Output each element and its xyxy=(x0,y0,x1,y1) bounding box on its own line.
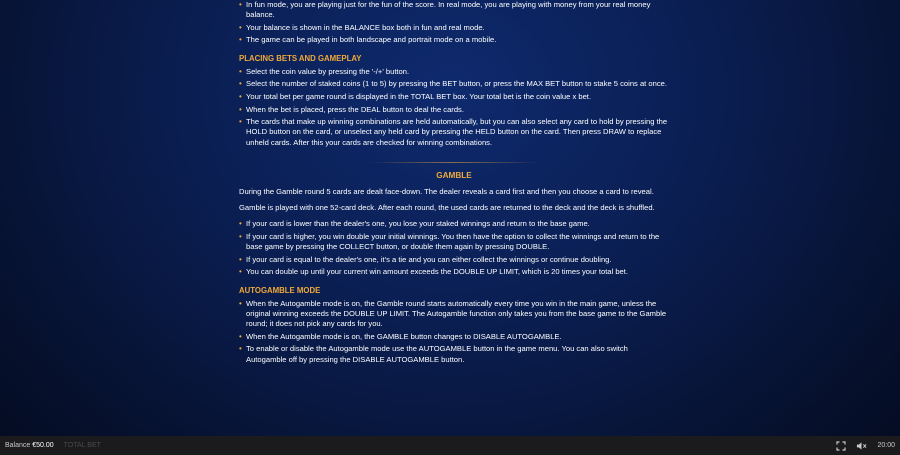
intro-list xyxy=(239,0,669,46)
total-bet-display xyxy=(64,442,101,449)
bottom-status-bar xyxy=(0,436,900,455)
balance-label: Balance xyxy=(5,442,31,449)
gamble-list xyxy=(239,219,669,277)
help-panel xyxy=(239,0,669,367)
list-item: • The cards that make up winning combinations are held automatically, but you can also select any card to hold by pressing the HOLD button on the card, or unselect any held card by pressing the HELD button on the card. Then press DRAW to replace unheld cards. After this your cards are checked for winning combinations. xyxy=(239,117,669,148)
gamble-paragraph: During the Gamble round 5 cards are dealt face-down. The dealer reveals a card first and then you choose a card to reveal. xyxy=(239,186,654,196)
list-item: • Your balance is shown in the BALANCE box both in fun and real mode. xyxy=(239,23,669,33)
list-item: • In fun mode, you are playing just for the fun of the score. In real mode, you are playing with money from your real money balance. xyxy=(239,0,669,20)
autogamble-heading: AUTOGAMBLE MODE xyxy=(239,285,321,295)
section-divider xyxy=(369,162,539,163)
balance-display xyxy=(5,442,54,449)
list-item: • Your total bet per game round is displayed in the TOTAL BET box. Your total bet is the coin value x bet. xyxy=(239,92,669,102)
list-item: • When the bet is placed, press the DEAL button to deal the cards. xyxy=(239,105,669,115)
list-item: • If your card is lower than the dealer's one, you lose your staked winnings and return to the base game. xyxy=(239,219,669,229)
sound-icon[interactable] xyxy=(856,440,867,451)
list-item: • Select the number of staked coins (1 to 5) by pressing the BET button, or press the MAX BET button to stake 5 coins at once. xyxy=(239,79,669,89)
clock-time: 20:00 xyxy=(877,442,895,449)
list-item: • If your card is higher, you win double your initial winnings. You then have the option to collect the winnings and return to the base game by pressing the COLLECT button, or double them again by pressing DOUBLE. xyxy=(239,232,669,252)
list-item: • You can double up until your current win amount exceeds the DOUBLE UP LIMIT, which is 20 times your total bet. xyxy=(239,267,669,277)
placing-bets-heading: PLACING BETS AND GAMEPLAY xyxy=(239,53,362,63)
list-item: • The game can be played in both landscape and portrait mode on a mobile. xyxy=(239,35,669,45)
gamble-heading: GAMBLE xyxy=(436,170,472,180)
bar-controls xyxy=(835,440,895,451)
autogamble-list xyxy=(239,299,669,365)
list-item: • When the Autogamble mode is on, the GAMBLE button changes to DISABLE AUTOGAMBLE. xyxy=(239,332,669,342)
list-item: • If your card is equal to the dealer's one, it's a tie and you can either collect the winnings or continue doubling. xyxy=(239,255,669,265)
total-bet-label: TOTAL BET xyxy=(63,442,101,449)
gamble-paragraph: Gamble is played with one 52-card deck. After each round, the used cards are returned to the deck and the deck is shuffled. xyxy=(239,203,655,213)
placing-bets-list xyxy=(239,67,669,148)
list-item: • To enable or disable the Autogamble mode use the AUTOGAMBLE button in the game menu. You can also switch Autogamble off by pressing the DISABLE AUTOGAMBLE button. xyxy=(239,344,669,364)
fullscreen-icon[interactable] xyxy=(835,440,846,451)
balance-value: €50.00 xyxy=(32,442,54,449)
list-item: • When the Autogamble mode is on, the Gamble round starts automatically every time you win in the main game, unless the original winning exceeds the DOUBLE UP LIMIT. The Autogamble function only takes you from the base game to the Gamble round; it does not pick any cards for you. xyxy=(239,299,669,330)
list-item: • Select the coin value by pressing the '-/+' button. xyxy=(239,67,669,77)
